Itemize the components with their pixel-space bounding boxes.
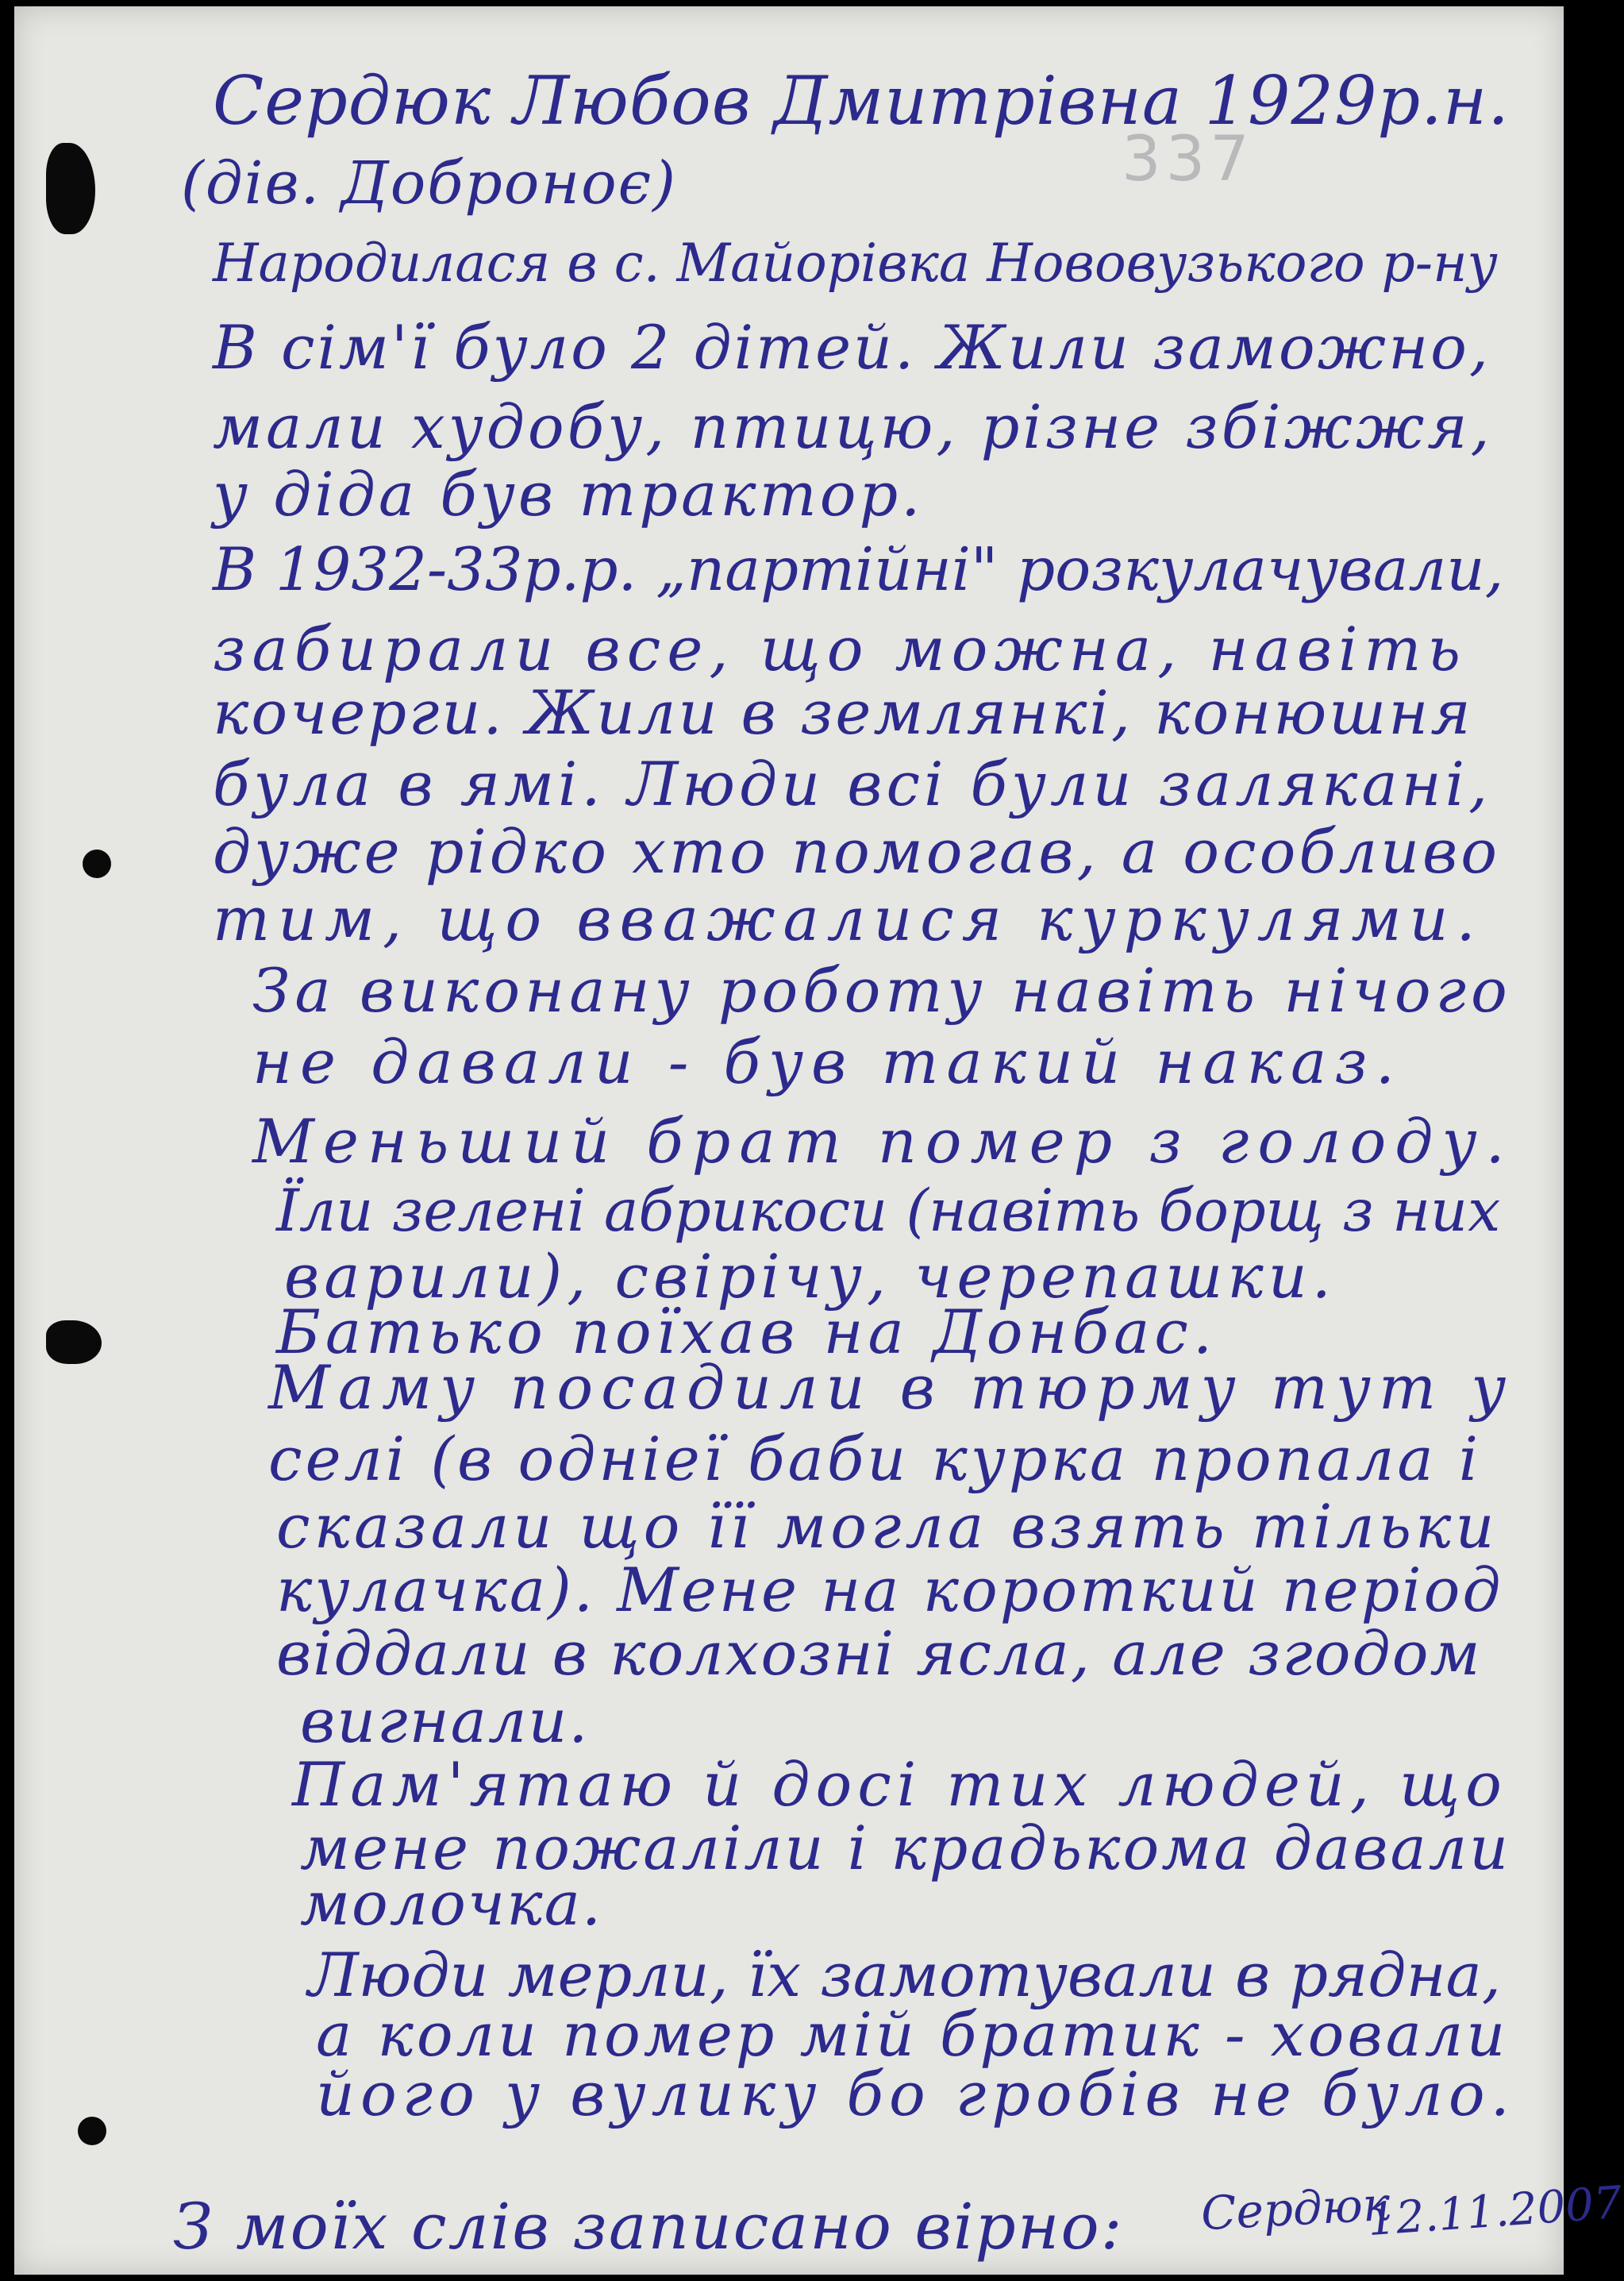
body-line: Батько поїхав на Донбас. [276,1297,1218,1367]
header-maiden-line: (дів. Доброноє) [181,149,677,218]
edge-tear-middle [46,1320,102,1364]
body-line: Меньший брат помер з голоду. [252,1106,1514,1177]
body-line: сказали що її могла взять тільки [276,1491,1499,1562]
body-line: В сім'ї було 2 дітей. Жили заможно, [213,312,1491,383]
body-line: його у вулику бо гробів не було. [316,2059,1515,2129]
body-line: В 1932-33р.р. „партійні" розкулачували, [213,534,1504,604]
punch-hole-top [83,850,111,878]
body-line: мали худобу, птицю, різне збіжжя, [213,391,1493,462]
body-line: селі (в одніеї баби курка пропала і [268,1424,1482,1494]
document-sheet [14,6,1624,2275]
body-line: кулачка). Мене на короткий період [276,1555,1503,1625]
edge-tear-top [46,143,95,234]
signature-date: 12.11.2007 [1366,2176,1624,2247]
body-line: Люди мерли, їх замотували в рядна, [308,1940,1502,2010]
body-line: забирали все, що можна, навіть [213,614,1467,684]
body-line: віддали в колхозні ясла, але згодом [276,1618,1482,1689]
attestation-line: З моїх слів записано вірно: [173,2190,1124,2264]
body-line: варили), свірічу, черепашки. [284,1241,1336,1312]
archive-number: 337 [1122,124,1254,195]
body-line: дуже рідко хто помогав, а особливо [213,816,1501,887]
body-line: а коли помер мій братик - ховали [316,1999,1509,2070]
body-line: вигнали. [300,1686,590,1756]
body-line: тим, що вважалися куркулями. [213,884,1484,954]
body-line: була в ямі. Люди всі були залякані, [213,749,1492,819]
body-line: Пам'ятаю й досі тих людей, що [292,1749,1507,1820]
body-line: мене пожаліли і крадькома давали [300,1813,1511,1883]
body-line: у діда був трактор. [213,459,924,530]
header-name-line: Сердюк Любов Дмитрівна 1929р.н. [213,62,1510,140]
body-line: За виконану роботу навіть нічого [252,955,1512,1026]
body-line: молочка. [300,1868,603,1939]
body-line: Народилася в с. Майорівка Нововузького р-ну [213,233,1498,294]
body-line: Їли зелені абрикоси (навіть борщ з них [276,1177,1501,1245]
body-line: не давали - був такий наказ. [252,1027,1403,1097]
punch-hole-bottom [78,2117,106,2145]
body-line: Маму посадили в тюрму тут у [268,1352,1514,1423]
body-line: кочерги. Жили в землянкі, конюшня [213,677,1473,748]
signature: Сердюк [1199,2176,1391,2241]
